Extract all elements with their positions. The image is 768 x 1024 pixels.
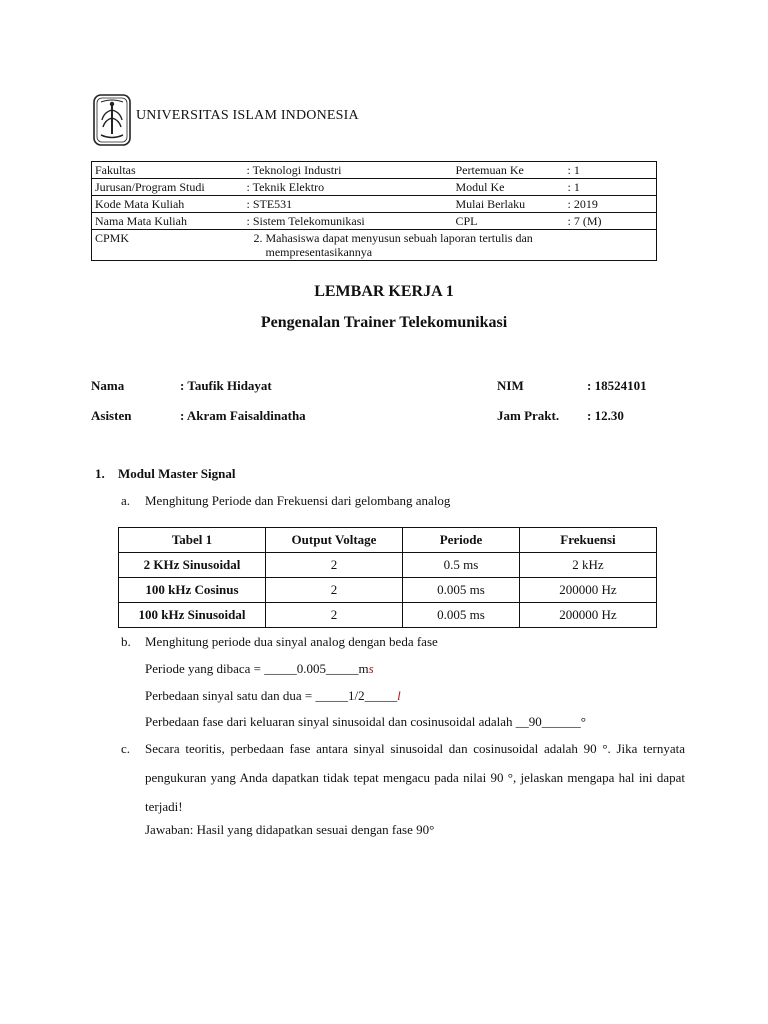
- info-key: Nama Mata Kuliah: [95, 214, 187, 228]
- item-a-label: a.: [121, 493, 131, 508]
- info-value: : Teknologi Industri: [246, 163, 342, 177]
- nim-value: : 18524101: [587, 378, 647, 393]
- info-key: Mulai Berlaku: [455, 197, 526, 211]
- table-cell: 2: [266, 578, 403, 603]
- info-key: Jurusan/Program Studi: [95, 180, 205, 194]
- nama-value: : Taufik Hidayat: [180, 378, 272, 393]
- table-cell: 0.5 ms: [403, 553, 520, 578]
- info-value: : STE531: [246, 197, 293, 211]
- table-row: [119, 578, 657, 603]
- periode-handwritten-unit: s: [368, 661, 374, 676]
- table-cell: 2 KHz Sinusoidal: [119, 553, 266, 578]
- university-name: UNIVERSITAS ISLAM INDONESIA: [136, 108, 359, 123]
- table-cell: 2 kHz: [520, 553, 657, 578]
- item-c-answer: Jawaban: Hasil yang didapatkan sesuai dengan fase 90°: [145, 822, 435, 837]
- info-value: : 7 (M): [567, 214, 602, 228]
- perbedaan-handwritten-mark: l: [397, 688, 401, 703]
- jam-label: Jam Prakt.: [497, 408, 560, 423]
- table-cell: 100 kHz Sinusoidal: [119, 603, 266, 628]
- info-value: : 2019: [567, 197, 598, 211]
- cpmk-line1: Mahasiswa dapat menyusun sebuah laporan tertulis dan: [265, 231, 533, 245]
- periode-text: Periode yang dibaca = _____0.005_____m: [145, 661, 369, 676]
- info-key: CPL: [455, 214, 478, 228]
- info-value: : 1: [567, 163, 580, 177]
- info-value: : 1: [567, 180, 580, 194]
- info-key: Pertemuan Ke: [455, 163, 524, 177]
- info-key: Kode Mata Kuliah: [95, 197, 185, 211]
- perbedaan-text: Perbedaan sinyal satu dan dua = _____1/2_____: [145, 688, 398, 703]
- cpmk-number: 2.: [253, 231, 263, 245]
- info-value: : Teknik Elektro: [246, 180, 325, 194]
- info-row: [92, 213, 657, 230]
- signal-table: [118, 527, 657, 628]
- table-cell: 200000 Hz: [520, 603, 657, 628]
- item-b-label: b.: [121, 634, 131, 649]
- university-logo: [92, 94, 132, 146]
- table-row: [119, 603, 657, 628]
- course-info-table: [91, 161, 657, 261]
- fase-line: Perbedaan fase dari keluaran sinyal sinusoidal dan cosinusoidal adalah __90______°: [145, 714, 586, 729]
- info-row: [92, 179, 657, 196]
- table-header: Output Voltage: [266, 528, 403, 553]
- info-key: Modul Ke: [455, 180, 505, 194]
- item-c-label: c.: [121, 741, 131, 756]
- page-title: LEMBAR KERJA 1: [314, 283, 454, 300]
- table-row: [119, 553, 657, 578]
- table-header-row: [119, 528, 657, 553]
- table-cell: 2: [266, 553, 403, 578]
- table-header: Periode: [403, 528, 520, 553]
- table-cell: 2: [266, 603, 403, 628]
- item-b-text: Menghitung periode dua sinyal analog dengan beda fase: [145, 634, 438, 649]
- section-title: Modul Master Signal: [118, 466, 236, 481]
- cpmk-row: [92, 230, 657, 261]
- info-row: [92, 162, 657, 179]
- perbedaan-line: [145, 688, 401, 704]
- table-cell: 0.005 ms: [403, 578, 520, 603]
- item-c-text: Secara teoritis, perbedaan fase antara sinyal sinusoidal dan cosinusoidal adalah 90 °. Jika ternyata pengukuran yang Anda dapatkan tidak tepat mengacu pada nilai 90 °, jelaskan mengapa hal ini dapat terjadi!: [145, 741, 685, 814]
- table-cell: 100 kHz Cosinus: [119, 578, 266, 603]
- jam-value: : 12.30: [587, 408, 624, 423]
- table-cell: 0.005 ms: [403, 603, 520, 628]
- table-header: Frekuensi: [520, 528, 657, 553]
- page-subtitle: Pengenalan Trainer Telekomunikasi: [260, 314, 508, 331]
- table-cell: 200000 Hz: [520, 578, 657, 603]
- info-row: [92, 196, 657, 213]
- cpmk-text: [244, 230, 657, 261]
- section-number: 1.: [95, 466, 105, 481]
- table-header: Tabel 1: [119, 528, 266, 553]
- cpmk-line2: mempresentasikannya: [265, 245, 373, 259]
- nim-label: NIM: [497, 378, 524, 393]
- asisten-value: : Akram Faisaldinatha: [180, 408, 306, 423]
- nama-label: Nama: [91, 378, 125, 393]
- cpmk-label: CPMK: [95, 231, 130, 245]
- asisten-label: Asisten: [91, 408, 132, 423]
- info-key: Fakultas: [95, 163, 136, 177]
- periode-line: [145, 661, 374, 677]
- info-value: : Sistem Telekomunikasi: [246, 214, 365, 228]
- item-a-text: Menghitung Periode dan Frekuensi dari gelombang analog: [145, 493, 451, 508]
